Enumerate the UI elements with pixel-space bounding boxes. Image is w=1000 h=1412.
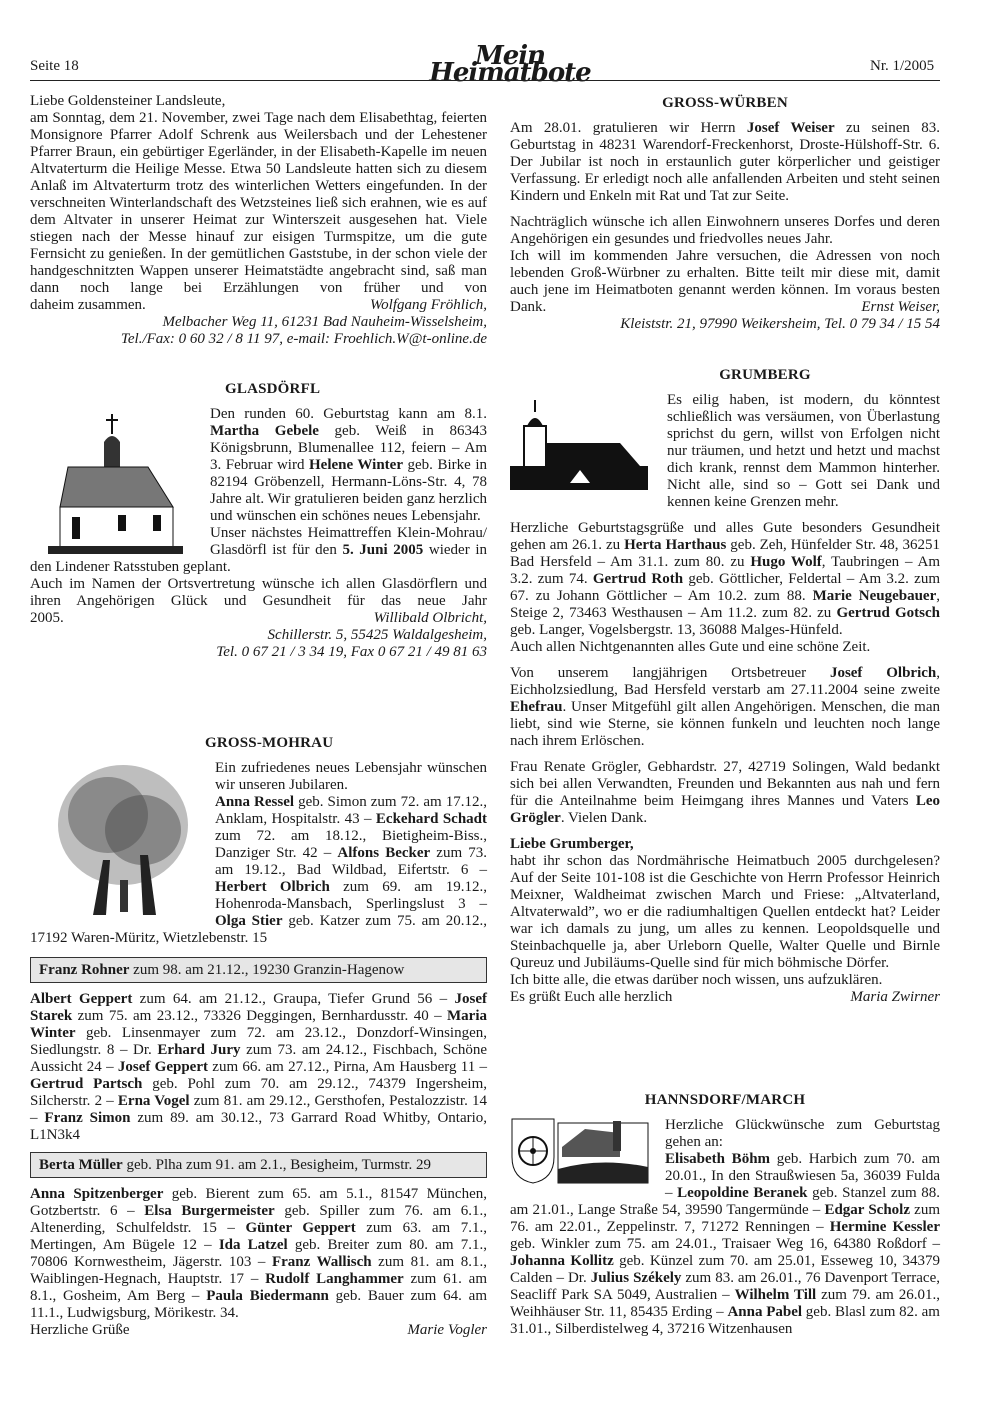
person-name: Günter Geppert (245, 1220, 356, 1236)
text-run: zum 89. am 30.12., 73 Garrard Road Whitby, Ontario, L1N3k4 (30, 1110, 488, 1143)
person-name: Herta Harthaus (624, 537, 727, 553)
text-run: zum 75. am 23.12., 73326 Deggingen, Bernhardusstr. 40 – (72, 1008, 448, 1024)
text-run: Auch allen Nichtgenannten alles Gute und eine schöne Zeit. (510, 639, 871, 655)
person-name: Gertrud Gotsch (836, 605, 940, 621)
text-run: , Eichholzsiedlung, Bad Hersfeld verstarb am 27.11.2004 seine zweite (510, 665, 940, 698)
text-run: zum 64. am 21.12., Graupa, Tiefer Grund 56 – (132, 991, 455, 1007)
closing-text: Dank. (510, 299, 547, 315)
person-name: Erna Vogel (117, 1093, 190, 1109)
page-number: Seite 18 (30, 58, 79, 74)
request-text (510, 248, 940, 299)
author-address: Kleiststr. 21, 97990 Weikersheim, Tel. 0 79 34 / 15 54 (620, 316, 940, 332)
text-run: am Sonntag, dem 21. November, zwei Tage nach dem Elisabethtag, feierten Monsignore Pfarrer Adolf Schrenk aus Weilersbach und der Lehestener Pfarrer Braun, ein gebürtiger Egerländer, in der Elisabeth-Kapelle im neuen Altvaterturm die Heilige Messe. Etwa 50 Landsleute hatten sich zu diesem Anlaß im Altvaterturm trotz des winterlichen Wetters eingefunden. In der verschneiten Winterlandschaft des Wetzsteines ließ sich erahnen, wie es auf dem Altvater in unserer Heimat zur Winterszeit ausgesehen hat. Viele stiegen nach der Messe hinauf zur eisigen Turmspitze, um die gute Fernsicht zu genießen. In der gemütlichen Gaststube, in der schon viele der handgeschnitzten Wappen unserer Heimatstädte angebracht sind, saß man dann noch lange bei Erzählungen von früher und von (30, 110, 487, 296)
illustrations (510, 1117, 650, 1190)
person-name: Herbert Olbrich (215, 879, 330, 895)
author-signature: Maria Zwirner (850, 989, 940, 1005)
person-name: Wilhelm Till (734, 1287, 817, 1303)
text-run: Auch im Namen der Ortsvertretung wünsche ich allen Glasdörflern und ihren Angehörigen Glück und Gesundheit für das neue Jahr (30, 576, 487, 609)
signature-line (30, 1322, 487, 1339)
text-run: geb. Langer, Vogelsbergstr. 13, 36088 Malges-Hünfeld. (510, 622, 843, 638)
person-name: Edgar Scholz (824, 1202, 911, 1218)
text-run: zum 76. am 22.01., Zeppelinstr. 7, 71272 Renningen – (510, 1202, 941, 1235)
text-run: . Vielen Dank. (560, 810, 648, 826)
author-signature: Willibald Olbricht, (373, 610, 487, 626)
text-run: geb. Spiller zum 76. am 6.1., Altenerding, Schulfeldstr. 15 – (30, 1203, 487, 1236)
highlight-box (30, 1152, 487, 1178)
text-run: Den runden 60. Geburtstag kann am 8.1. (210, 406, 487, 422)
text-run: Von unserem langjährigen Ortsbetreuer (510, 665, 830, 681)
text-run: zum 73. am 19.12., Bad Wildbad, Eifertstr. 6 – (215, 845, 487, 878)
church-illustration (510, 398, 650, 493)
text-run: zum 81. am 8.1., Waiblingen-Hegnach, Hauptstr. 17 – (30, 1254, 488, 1287)
person-name: Ehefrau (510, 699, 563, 715)
author-contact: Tel./Fax: 0 60 32 / 8 11 97, e-mail: Froehlich.W@t-online.de (120, 331, 487, 347)
section-heading: GROSS-MOHRAU (205, 735, 334, 751)
text-run: , Steige 2, 73463 Westhausen – Am 11.2. zum 82. zu (510, 588, 940, 621)
person-name: Julius Székely (590, 1270, 682, 1286)
text-run: geb. Stanzel zum 88. am 21.01., Lange Straße 54, 39590 Tangermünde – (510, 1185, 940, 1218)
closing-text: daheim zusammen. (30, 297, 146, 313)
wishes-text (510, 214, 940, 248)
text-run: zum 66. am 27.12., Pirna, Am Hausberg 11 – (208, 1059, 488, 1075)
closing-text: 2005. (30, 610, 64, 626)
birthday-list (30, 991, 487, 1144)
text-run: zum 69. am 19.12., Hohenroda-Mansbach, Sperlingslust 3 – (215, 879, 488, 912)
text-run: Ich bitte alle, die etwas darüber noch wissen, uns aufzuklären. (510, 972, 883, 988)
person-name: Franz Wallisch (271, 1254, 372, 1270)
person-name: Josef Geppert (117, 1059, 208, 1075)
text-run: geb. Birke in 82194 Gröbenzell, Hermann-Löns-Str. 4, 78 Jahre alt. Wir gratulieren beiden ganz herzlich und wünschen ein schönes neues Lebensjahr. (210, 457, 487, 524)
person-name: Paula Biedermann (206, 1288, 329, 1304)
person-name: Anna Pabel (727, 1304, 803, 1320)
text-run: zum 63. am 7.1., Mertingen, Am Bügele 12 – (30, 1220, 487, 1253)
chapel-illustration (48, 412, 198, 557)
person-name: Martha Gebele (210, 423, 319, 439)
text-run: Nachträglich wünsche ich allen Einwohnern unseres Dorfes und deren Angehörigen ein gesundes und friedvolles neues Jahr. (510, 214, 940, 247)
person-name: Josef Olbrich (829, 665, 937, 681)
person-name: Helene Winter (309, 457, 403, 473)
person-name: Elisabeth Böhm (665, 1151, 771, 1167)
text-run: geb. Bauer zum 64. am 11.1., Ludwigsburg, Mörikestr. 34. (30, 1288, 487, 1321)
header-rule (30, 80, 940, 81)
author-signature: Marie Vogler (407, 1322, 487, 1338)
signature-line (30, 297, 487, 314)
text-run: . Unser Mitgefühl gilt allen Angehörigen. Menschen, die man liebt, sind wie Sterne, sie können funkeln und leuchten noch lange nach ihrem Erlöschen. (510, 699, 940, 749)
signature-line (510, 299, 940, 316)
person-name: Ida Latzel (218, 1237, 288, 1253)
issue-number: Nr. 1/2005 (870, 58, 935, 74)
birthday-list (30, 1186, 487, 1322)
tree-illustration (48, 760, 198, 918)
wishes-text (30, 576, 487, 610)
glasdoerfl-section (30, 381, 487, 661)
text-run: geb. Pohl zum 70. am 29.12., 74379 Ingersheim, Silcherstr. 2 – (30, 1076, 488, 1109)
person-name: Hermine Kessler (829, 1219, 940, 1235)
text-run: geb. Zeh, Hünfelder Str. 48, 36251 Bad Hersfeld – Am 31.1. zum 80. zu (510, 537, 940, 570)
text-run: Es eilig haben, ist modern, du könntest schließlich was versäumen, von Überlastung sprichst du gern, willst von Erfolgen nicht nur träumen, und hetzt und hetzt und machst dich krank, rennst dem Mammon hinterher. Nicht alle, sind so – Gott sei Dank und kennen keine Grenzen mehr. (667, 392, 940, 510)
section-heading: GLASDÖRFL (225, 381, 321, 397)
person-name: Rudolf Langhammer (265, 1271, 404, 1287)
wishes-text (510, 639, 940, 656)
obituary-text (510, 665, 940, 750)
text-run: , Taubringen – Am 3.2. zum 74. (510, 554, 940, 587)
author-signature: Wolfgang Fröhlich, (370, 297, 487, 313)
person-name: Josef Starek (30, 991, 487, 1024)
person-name: Franz Simon (44, 1110, 131, 1126)
letter-greeting: Liebe Grumberger, (510, 836, 634, 852)
thanks-text (510, 759, 940, 827)
closing-text: Herzliche Grüße (30, 1322, 130, 1338)
highlight-box (30, 957, 487, 983)
text-run: geb. Simon zum 72. am 17.12., Anklam, Hospitalstr. 43 – (215, 794, 487, 827)
text-run: Unser nächstes Heimattreffen Klein-Mohrau/ Glasdörfl ist für den (210, 525, 487, 558)
letter-request (510, 972, 940, 989)
gross-wuerben-section (510, 95, 940, 333)
text-run: geb. Harbich zum 70. am 20.01., In den Straußwiesen 5a, 36039 Fulda – (665, 1151, 940, 1201)
person-name: Albert Geppert (30, 991, 133, 1007)
text-run: geb. Göttlicher, Feldertal – Am 3.2. zum 67. zu Johann Göttlicher – Am 10.2. zum 88. (510, 571, 940, 604)
text-run: zum 73. am 24.12., Fischbach, Schöne Aussicht 24 – (30, 1042, 487, 1075)
text-run: zum 72. am 18.12., Bietigheim-Biss., Danziger Str. 42 – (215, 828, 487, 861)
greeting: Liebe Goldensteiner Landsleute, (30, 93, 226, 109)
person-name: Berta Müller (39, 1157, 123, 1173)
person-name: Elsa Burgermeister (144, 1203, 275, 1219)
person-name: 5. Juni 2005 (342, 542, 424, 558)
person-name: Leopoldine Beranek (677, 1185, 808, 1201)
birthday-list (510, 520, 940, 639)
person-name: Hugo Wolf (750, 554, 822, 570)
person-name: Gertrud Partsch (30, 1076, 143, 1092)
text-run: Frau Renate Grögler, Gebhardstr. 27, 42719 Solingen, Wald bedankt sich bei allen Verwandten, Freunden und Bekannten aus nah und fern für die Anteilnahme beim Heimgang ihres Mannes und Vaters (510, 759, 940, 809)
text-run: Herzliche Glückwünsche zum Geburtstag gehen an: (665, 1117, 940, 1150)
person-name: Eckehard Schadt (375, 811, 488, 827)
person-name: Maria Winter (30, 1008, 487, 1041)
gross-mohrau-section (30, 735, 487, 1339)
hannsdorf-section (510, 1092, 940, 1338)
text-run: geb. Katzer zum 75. am 20.12., 17192 Waren-Müritz, Wietzlebenstr. 15 (30, 913, 488, 946)
text-run: geb. Bierent zum 65. am 5.1., 81547 München, Gotzbertstr. 6 – (30, 1186, 487, 1219)
section-heading: GROSS-WÜRBEN (662, 95, 788, 111)
person-name: Olga Stier (215, 913, 283, 929)
text-run: zum 98. am 21.12., 19230 Granzin-Hagenow (129, 962, 405, 978)
article-body (30, 110, 487, 297)
text-run: geb. Winkler zum 75. am 24.01., Traisaer Weg 16, 64380 Roßdorf – (510, 1236, 940, 1252)
text-run: Ein zufriedenes neues Lebensjahr wünschen wir unseren Jubilaren. (215, 760, 487, 793)
signature-line (510, 989, 940, 1006)
goldenstein-article (30, 93, 487, 348)
author-address: Melbacher Weg 11, 61231 Bad Nauheim-Wisselsheim, (162, 314, 487, 330)
text-run: zu seinen 83. Geburtstag in 48231 Warendorf-Freckenhorst, Droste-Hülshoff-Str. 6. Der Jubilar ist noch in erstaunlich guter körperlicher und geistiger Verfassung. Er erledigt noch alle anfallenden Arbeiten und steht seinen Kindern und Enkeln mit Rat und Tat zur Seite. (510, 120, 940, 204)
text-run: zum 81. am 29.12., Gersthofen, Pestalozzistr. 14 – (30, 1093, 488, 1126)
birthday-text (510, 120, 940, 205)
author-address: Schillerstr. 5, 55425 Waldalgesheim, (267, 627, 487, 643)
text-run: zum 61. am 8.1., Gosheim, Am Berg – (30, 1271, 487, 1304)
person-name: Alfons Becker (337, 845, 431, 861)
person-name: Anna Spitzenberger (30, 1186, 164, 1202)
author-signature: Ernst Weiser, (861, 299, 940, 315)
person-name: Gertrud Roth (592, 571, 684, 587)
person-name: Erhard Jury (157, 1042, 241, 1058)
text-run: Ich will im kommenden Jahre versuchen, die Adressen von noch lebenden Groß-Würbner zu erhalten. Bitte teilt mir diese mit, damit auch jene im Heimatboten genannt werden können. Im voraus besten (510, 248, 940, 298)
letter-body (510, 853, 940, 972)
section-heading: HANNSDORF/MARCH (644, 1092, 806, 1108)
text-run: zum 83. am 26.01., 76 Davenport Terrace, Seacliff Park SA 5049, Australien – (510, 1270, 940, 1303)
person-name: Anna Ressel (215, 794, 295, 810)
person-name: Franz Rohner (39, 962, 130, 978)
masthead-logo: Mein Heimatbote (429, 41, 591, 88)
text-run: habt ihr schon das Nordmährische Heimatbuch 2005 durchgelesen? Auf der Seite 101-108 ist die Geschichte von Herrn Professor Heinrich Meixner, Waldheimat zwischen March und Friese: „Altvaterland, Altvaterwald”, wo er die radiumhaltigen Quellen entdeckt hat? Leider war ich damals zu jung, um alles zu kennen. Leopoldsquelle und Steinbachquelle ja, aber Urleborn Quelle, Walter Quelle und Birnle Qureuz und Jubiläums-Quelle sind für mich böhmische Dörfer. (510, 853, 940, 971)
section-heading: GRUMBERG (719, 367, 811, 383)
text-run: geb. Plha zum 91. am 2.1., Besigheim, Turmstr. 29 (122, 1157, 432, 1173)
text-run: geb. Breiter zum 80. am 7.1., 70806 Kornwestheim, Jägerstr. 103 – (30, 1237, 487, 1270)
coat-of-arms-and-castle-illustration (510, 1117, 650, 1185)
text-run: geb. Linsenmayer zum 72. am 23.12., Donzdorf-Winsingen, Siedlungstr. 8 – Dr. (30, 1025, 487, 1058)
signature-line (30, 610, 487, 627)
text-run: Am 28.01. gratulieren wir Herrn (510, 120, 747, 136)
text-run: Herzliche Geburtstagsgrüße und alles Gute besonders Gesundheit gehen am 26.1. zu (510, 520, 940, 553)
person-name: Josef Weiser (746, 120, 835, 136)
text-run: geb. Weiß in 86343 Königsbrunn, Blumenallee 112, feiern – Am 3. Februar wird (210, 423, 487, 473)
closing-text: Es grüßt Euch alle herzlich (510, 989, 673, 1005)
person-name: Johanna Kollitz (510, 1253, 614, 1269)
text-run: geb. Blasl zum 82. am 31.01., Silberdistelweg 4, 37216 Witzenhausen (510, 1304, 940, 1337)
text-run: zum 79. am 26.01., Weihhäuser Str. 11, 85435 Erding – (510, 1287, 940, 1320)
person-name: Marie Neugebauer (812, 588, 937, 604)
text-run: geb. Künzel zum 70. am 25.01, Esseweg 10, 34379 Calden – Dr. (510, 1253, 940, 1286)
grumberg-section (510, 367, 940, 1006)
person-name: Leo Grögler (510, 793, 940, 826)
text-run: wieder in den Lindener Ratsstuben geplant. (30, 542, 487, 575)
author-contact: Tel. 0 67 21 / 3 34 19, Fax 0 67 21 / 49 81 63 (216, 644, 487, 660)
